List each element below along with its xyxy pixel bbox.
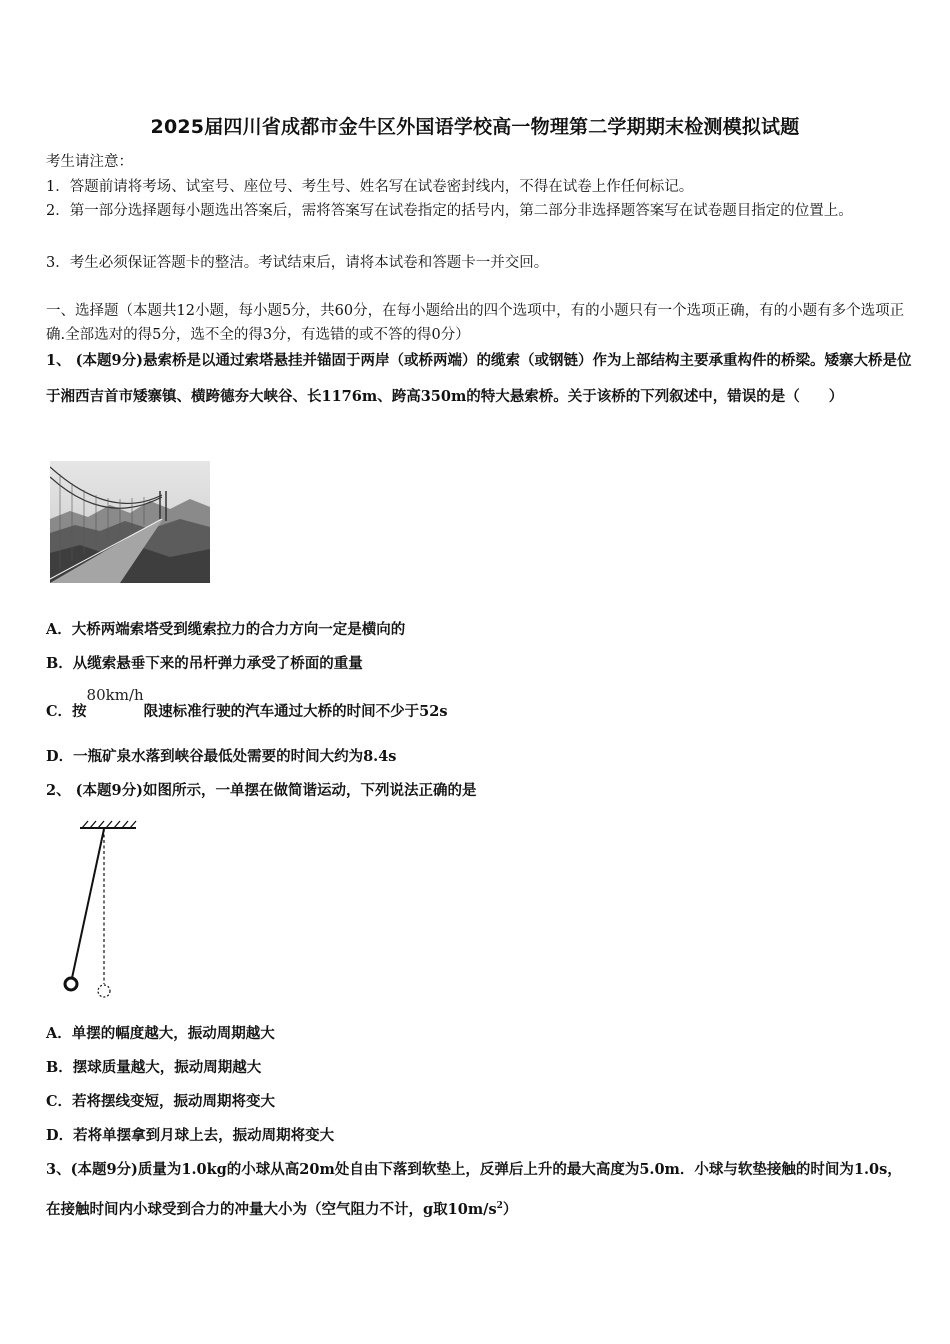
question-1-option-c (46, 686, 448, 722)
page-title: 2025届四川省成都市金牛区外国语学校高一物理第二学期期末检测模拟试题 (150, 116, 800, 138)
question-3-exponent: 2 (496, 1201, 503, 1211)
question-1-option-a: A．大桥两端索塔受到缆索拉力的合力方向一定是横向的 (46, 621, 406, 638)
notice-item-3: 3．考生必须保证答题卡的整洁。考试结束后，请将本试卷和答题卡一并交回。 (46, 255, 549, 271)
question-1-option-b: B．从缆索悬垂下来的吊杆弹力承受了桥面的重量 (46, 655, 363, 672)
question-1-option-c-suffix: 限速标准行驶的汽车通过大桥的时间不少于52s (143, 703, 448, 720)
question-2-option-b: B．摆球质量越大，振动周期越大 (46, 1059, 262, 1076)
question-2-option-d: D．若将单摆拿到月球上去，振动周期将变大 (46, 1127, 335, 1144)
notice-item-2: 2．第一部分选择题每小题选出答案后，需将答案写在试卷指定的括号内，第二部分非选择题答案写在试卷题目指定的位置上。 (46, 203, 853, 219)
question-1-option-d: D．一瓶矿泉水落到峡谷最低处需要的时间大约为8.4s (46, 748, 397, 765)
speed-limit-value: 80km/h (86, 686, 144, 704)
question-1-option-c-prefix: C．按 (46, 703, 87, 720)
question-3-stem (46, 1152, 912, 1228)
section-intro: 一、选择题（本题共12小题，每小题5分，共60分，在每小题给出的四个选项中，有的小题只有一个选项正确，有的小题有多个选项正确.全部选对的得5分，选不全的得3分，有选错的或不答的得0分） (46, 303, 905, 343)
notice-item-1: 1．答题前请将考场、试室号、座位号、考生号、姓名写在试卷密封线内，不得在试卷上作任何标记。 (46, 179, 694, 195)
pendulum-diagram (60, 816, 140, 1002)
question-3-stem-text: 3、(本题9分)质量为1.0kg的小球从高20m处自由下落到软垫上，反弹后上升的最大高度为5.0m．小球与软垫接触的时间为1.0s，在接触时间内小球受到合力的冲量大小为（空气阻力不计，g取10m/s (46, 1161, 902, 1218)
notice-heading: 考生请注意： (46, 154, 133, 170)
question-1-stem: 1、 (本题9分)悬索桥是以通过索塔悬挂并锚固于两岸（或桥两端）的缆索（或钢链）作为上部结构主要承重构件的桥梁。矮寨大桥是位于湘西吉首市矮寨镇、横跨德夯大峡谷、长1176m、跨高350m的特大悬索桥。关于该桥的下列叙述中，错误的是（ ） (46, 352, 912, 405)
suspension-bridge-photo (50, 461, 210, 583)
question-2-option-a: A．单摆的幅度越大，振动周期越大 (46, 1025, 275, 1042)
question-2-option-c: C．若将摆线变短，振动周期将变大 (46, 1093, 276, 1110)
question-3-stem-end: ） (502, 1200, 518, 1218)
question-2-stem: 2、 (本题9分)如图所示，一单摆在做简谐运动，下列说法正确的是 (46, 782, 477, 799)
